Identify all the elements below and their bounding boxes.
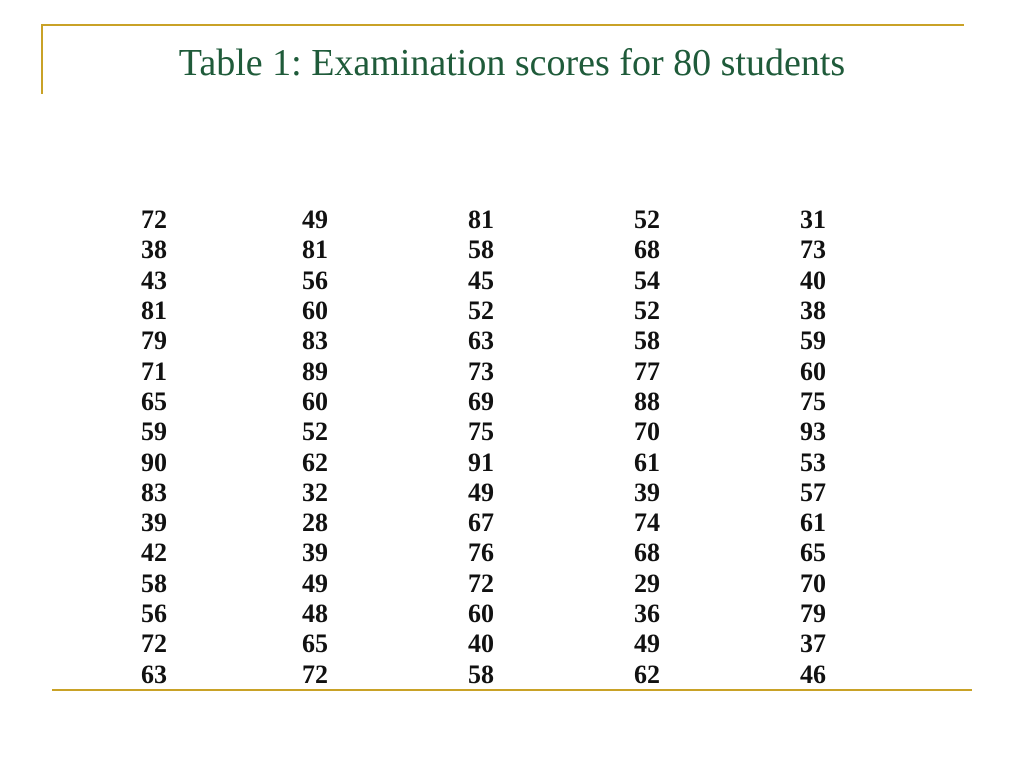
score-cell: 81 [302, 235, 328, 265]
score-cell: 70 [634, 417, 660, 447]
score-cell: 60 [302, 386, 328, 416]
slide-title: Table 1: Examination scores for 80 students [178, 42, 846, 84]
table-row [136, 599, 966, 629]
table-row [136, 326, 966, 356]
score-cell: 32 [302, 477, 328, 507]
table-row [136, 629, 966, 659]
score-cell: 56 [141, 599, 167, 628]
table-row [136, 478, 966, 508]
score-cell: 65 [800, 538, 826, 568]
score-cell: 42 [141, 538, 167, 568]
score-cell: 58 [634, 326, 660, 356]
score-cell: 52 [634, 296, 660, 326]
score-cell: 62 [634, 659, 660, 689]
score-cell: 39 [141, 508, 167, 538]
score-cell: 72 [302, 659, 328, 689]
score-cell: 28 [302, 508, 328, 538]
table-row [136, 235, 966, 265]
score-cell: 77 [634, 356, 660, 386]
score-cell: 57 [800, 477, 826, 507]
score-cell: 36 [634, 599, 660, 628]
score-cell: 49 [302, 205, 328, 235]
table-row [136, 266, 966, 296]
score-cell: 60 [800, 356, 826, 386]
score-cell: 49 [468, 477, 494, 507]
score-cell: 73 [800, 235, 826, 265]
score-cell: 79 [141, 326, 167, 356]
score-cell: 70 [800, 568, 826, 598]
score-cell: 58 [141, 568, 167, 598]
score-cell: 72 [141, 205, 167, 235]
score-cell: 79 [800, 599, 826, 628]
score-cell: 37 [800, 629, 826, 659]
bottom-rule [52, 689, 972, 691]
score-cell: 52 [634, 205, 660, 235]
score-cell: 39 [302, 538, 328, 568]
score-cell: 71 [141, 356, 167, 386]
score-cell: 60 [302, 296, 328, 326]
score-cell: 81 [468, 205, 494, 235]
score-cell: 83 [141, 477, 167, 507]
score-cell: 72 [141, 629, 167, 659]
table-row [136, 296, 966, 326]
score-cell: 58 [468, 659, 494, 689]
score-cell: 59 [800, 326, 826, 356]
score-cell: 45 [468, 265, 494, 295]
score-cell: 91 [468, 447, 494, 477]
score-cell: 49 [302, 568, 328, 598]
table-row [136, 387, 966, 417]
score-cell: 73 [468, 356, 494, 386]
score-cell: 69 [468, 386, 494, 416]
score-cell: 76 [468, 538, 494, 568]
score-cell: 75 [468, 417, 494, 447]
score-cell: 72 [468, 568, 494, 598]
score-cell: 56 [302, 265, 328, 295]
table-row [136, 417, 966, 447]
score-cell: 88 [634, 386, 660, 416]
score-cell: 38 [800, 296, 826, 326]
score-cell: 61 [800, 508, 826, 538]
score-cell: 89 [302, 356, 328, 386]
table-row [136, 538, 966, 568]
score-cell: 52 [302, 417, 328, 447]
score-cell: 40 [800, 265, 826, 295]
score-cell: 31 [800, 205, 826, 235]
score-cell: 81 [141, 296, 167, 326]
score-cell: 68 [634, 538, 660, 568]
table-row [136, 659, 966, 689]
score-cell: 62 [302, 447, 328, 477]
score-cell: 83 [302, 326, 328, 356]
score-cell: 59 [141, 417, 167, 447]
score-cell: 60 [468, 599, 494, 628]
top-rule [42, 24, 964, 26]
score-cell: 39 [634, 477, 660, 507]
table-row [136, 447, 966, 477]
score-cell: 93 [800, 417, 826, 447]
score-cell: 29 [634, 568, 660, 598]
score-cell: 74 [634, 508, 660, 538]
score-cell: 53 [800, 447, 826, 477]
score-cell: 54 [634, 265, 660, 295]
table-row [136, 508, 966, 538]
scores-table [136, 205, 966, 690]
score-cell: 48 [302, 599, 328, 628]
score-cell: 65 [141, 386, 167, 416]
score-cell: 58 [468, 235, 494, 265]
score-cell: 68 [634, 235, 660, 265]
score-cell: 90 [141, 447, 167, 477]
score-cell: 49 [634, 629, 660, 659]
scores-table-body [136, 205, 966, 690]
score-cell: 63 [468, 326, 494, 356]
score-cell: 52 [468, 296, 494, 326]
table-row [136, 205, 966, 235]
score-cell: 63 [141, 659, 167, 689]
table-row [136, 569, 966, 599]
table-row [136, 356, 966, 386]
score-cell: 43 [141, 265, 167, 295]
score-cell: 40 [468, 629, 494, 659]
score-cell: 65 [302, 629, 328, 659]
score-cell: 61 [634, 447, 660, 477]
score-cell: 67 [468, 508, 494, 538]
score-cell: 38 [141, 235, 167, 265]
score-cell: 75 [800, 386, 826, 416]
score-cell: 46 [800, 659, 826, 689]
